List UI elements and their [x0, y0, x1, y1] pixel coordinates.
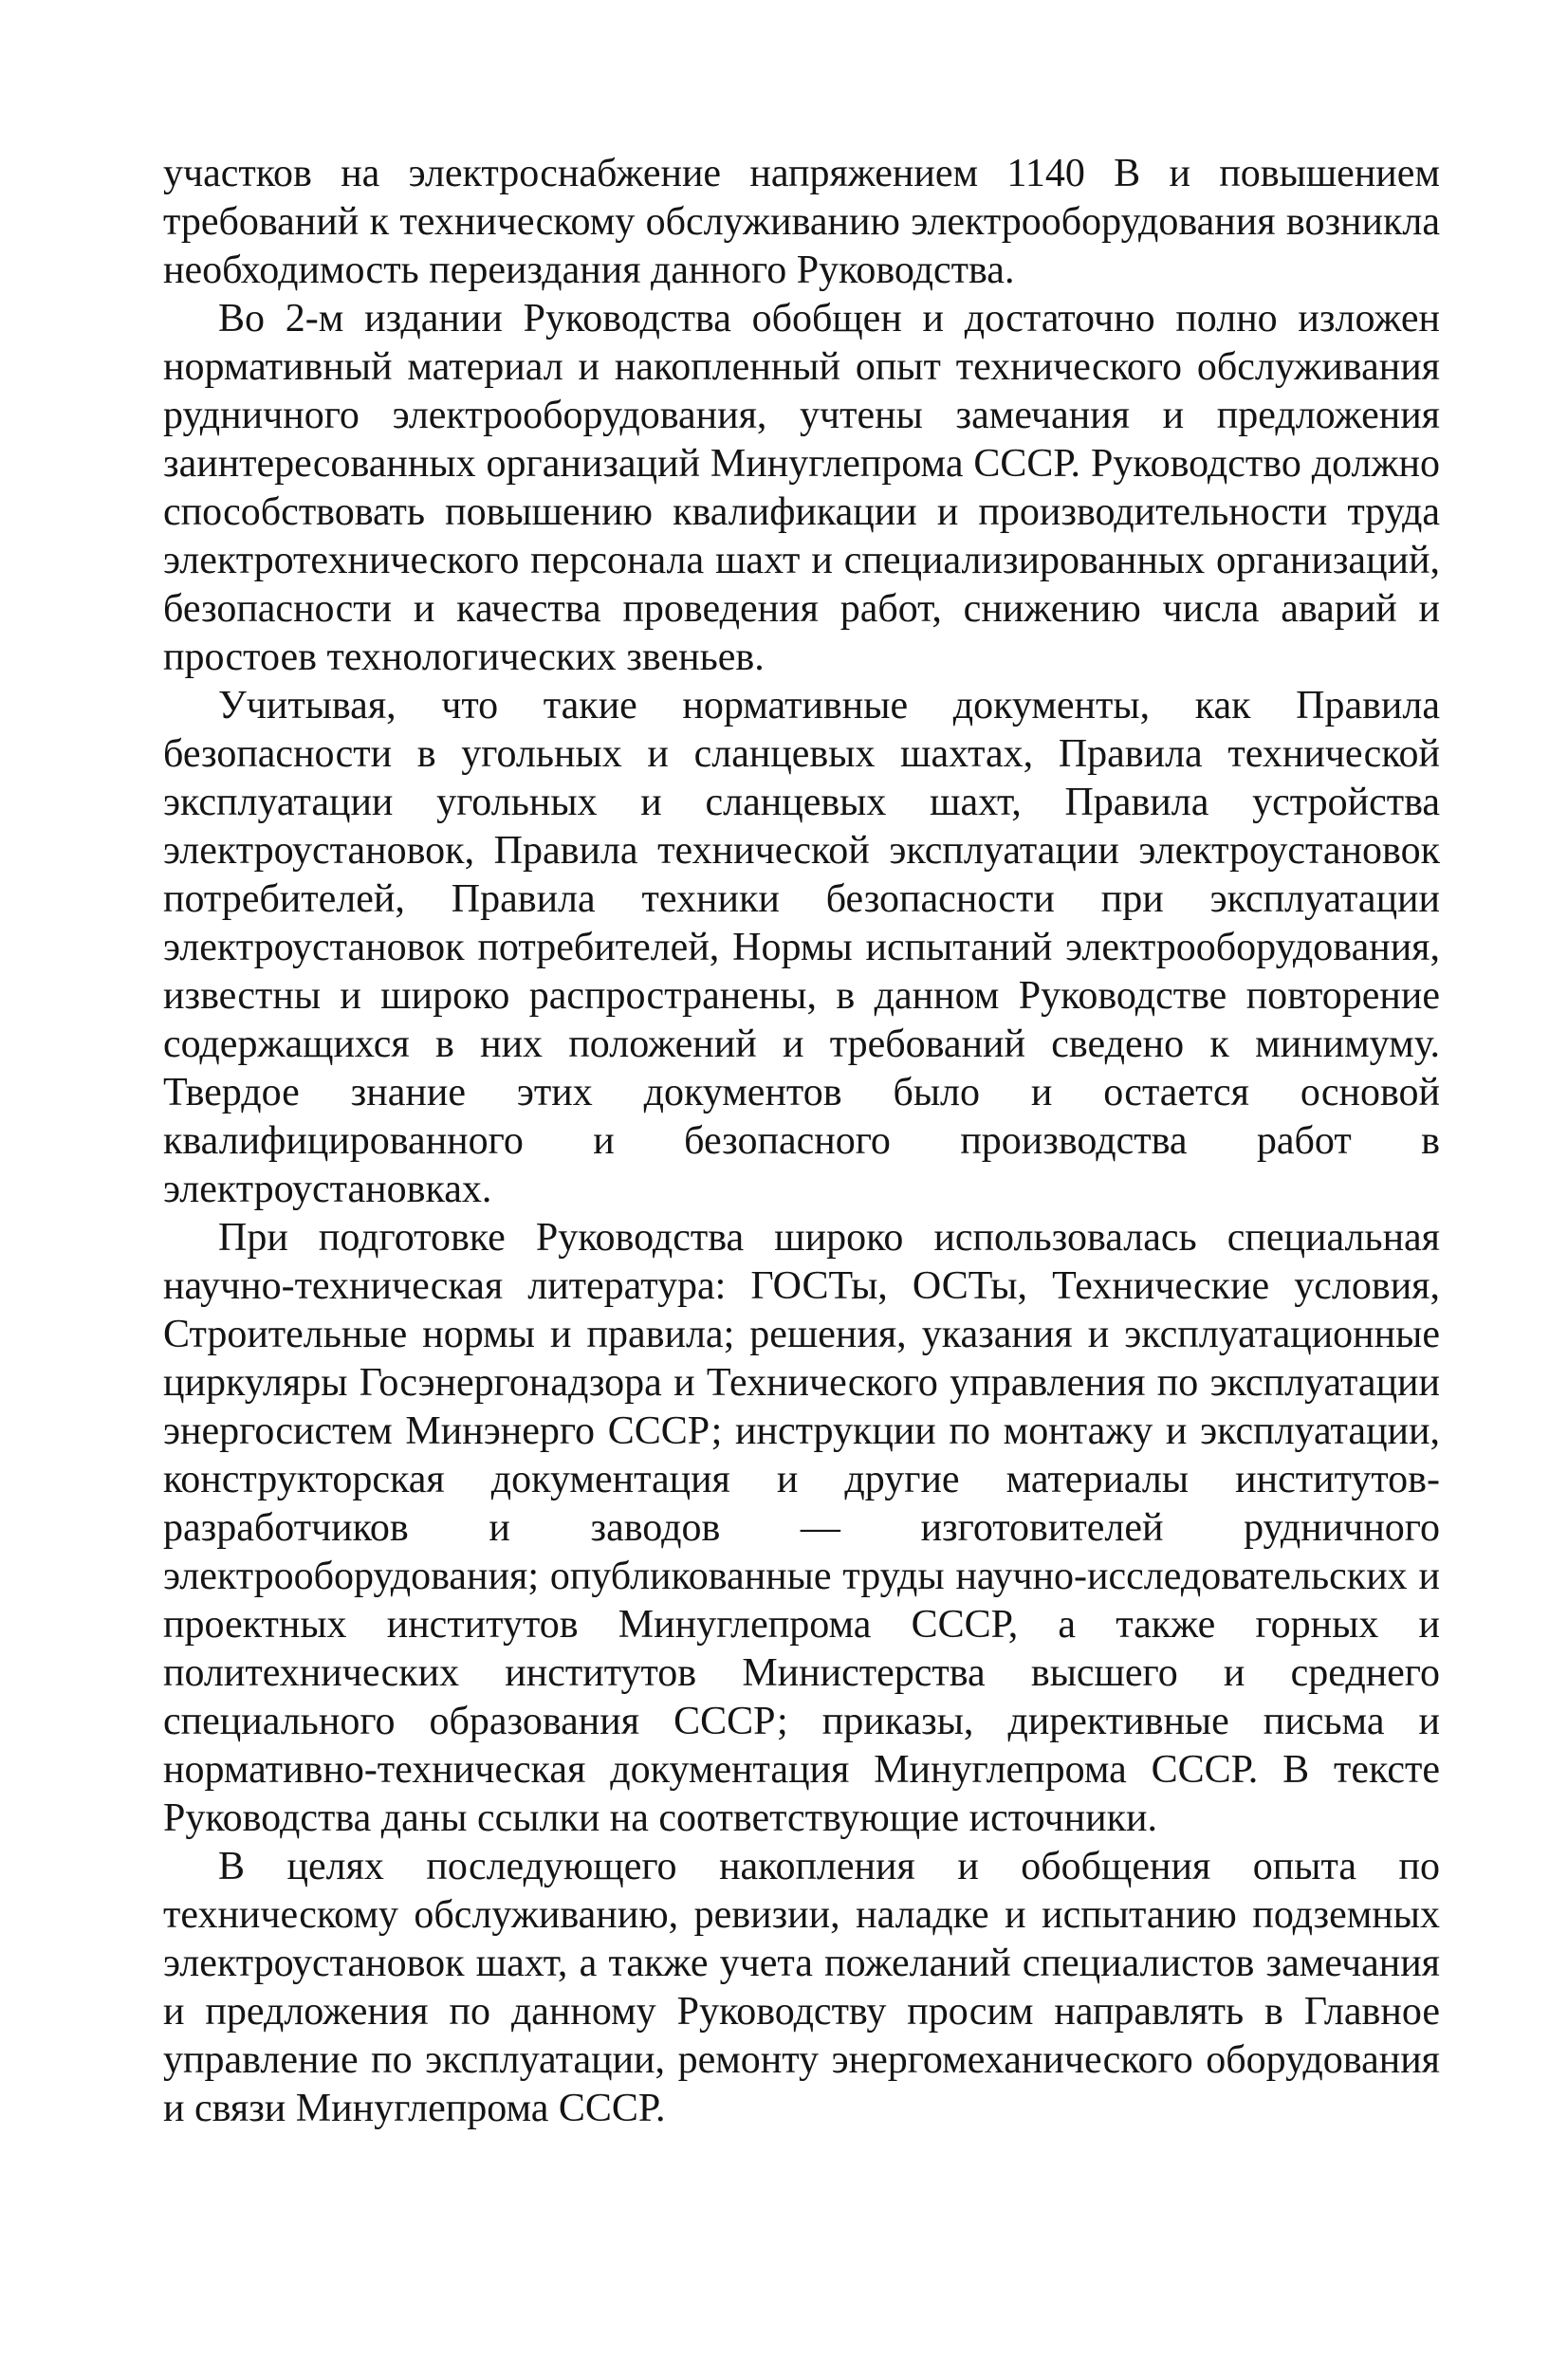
- paragraph-continuation: участков на электроснабжение напряжением 1140 В и повышением требований к техническому обслуживанию электрооборудования возникла необходимость переиздания данного Руководства.: [163, 152, 1440, 292]
- paragraph-literature-sources: При подготовке Руководства широко использовалась специальная научно-техническая литература: ГОСТы, ОСТы, Технические условия, Строительные нормы и правила; решения, указания и эксплуатационные циркуляры Госэнергонадзора и Технического управления по эксплуатации энергосистем Минэнерго СССР; инструкции по монтажу и эксплуатации, конструкторская документация и другие материалы институтов-разработчиков и заводов — изготовителей рудничного электрооборудования; опубликованные труды научно-исследовательских и проектных институтов Минуглепрома СССР, а также горных и политехнических институтов Министерства высшего и среднего специального образования СССР; приказы, директивные письма и нормативно-техническая документация Минуглепрома СССР. В тексте Руководства даны ссылки на соответствующие источники.: [163, 1216, 1440, 1840]
- paragraph-feedback-request: В целях последующего накопления и обобщения опыта по техническому обслуживанию, ревизии, наладке и испытанию подземных электроустановок шахт, а также учета пожеланий специалистов замечания и предложения по данному Руководству просим направлять в Главное управление по эксплуатации, ремонту энергомеханического оборудования и связи Минуглепрома СССР.: [163, 1845, 1440, 2130]
- document-page: [163, 150, 1440, 2133]
- paragraph-normative-documents: Учитывая, что такие нормативные документы, как Правила безопасности в угольных и сланцевых шахтах, Правила технической эксплуатации угольных и сланцевых шахт, Правила устройства электроустановок, Правила технической эксплуатации электроустановок потребителей, Правила техники безопасности при эксплуатации электроустановок потребителей, Нормы испытаний электрооборудования, известны и широко распространены, в данном Руководстве повторение содержащихся в них положений и требований сведено к минимуму. Твердое знание этих документов было и остается основой квалифицированного и безопасного производства работ в электроустановках.: [163, 684, 1440, 1211]
- paragraph-second-edition: Во 2-м издании Руководства обобщен и достаточно полно изложен нормативный материал и накопленный опыт технического обслуживания рудничного электрооборудования, учтены замечания и предложения заинтересованных организаций Минуглепрома СССР. Руководство должно способствовать повышению квалификации и производительности труда электротехнического персонала шахт и специализированных организаций, безопасности и качества проведения работ, снижению числа аварий и простоев технологических звеньев.: [163, 297, 1440, 679]
